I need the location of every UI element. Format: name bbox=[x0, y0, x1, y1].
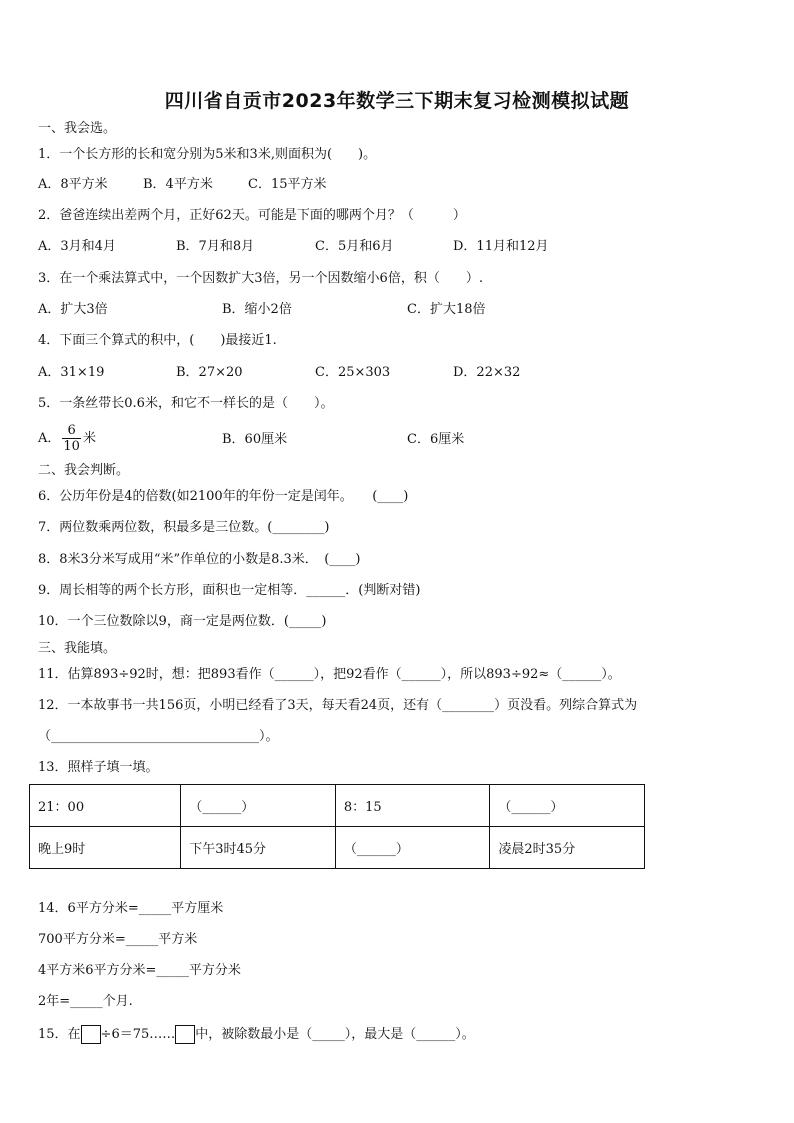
q2-option-a: A．3月和4月 bbox=[38, 239, 116, 254]
question-12: 12．一本故事书一共156页，小明已经看了3天，每天看24页，还有（________）页没看。列综合算式为 bbox=[38, 698, 638, 713]
q1-option-b: B．4平方米 bbox=[143, 177, 213, 192]
q2-option-b: B．7月和8月 bbox=[176, 239, 255, 254]
q4-option-a: A．31×19 bbox=[38, 365, 105, 380]
q5-option-b: B．60厘米 bbox=[222, 432, 288, 447]
question-9: 9．周长相等的两个长方形，面积也一定相等．______．(判断对错) bbox=[38, 583, 421, 598]
question-13: 13．照样子填一填。 bbox=[38, 760, 159, 775]
table-row bbox=[30, 785, 645, 827]
question-8: 8．8米3分米写成用“米”作单位的小数是8.3米． (____) bbox=[38, 552, 361, 567]
table-cell: （______） bbox=[335, 827, 490, 869]
q3-option-c: C．扩大18倍 bbox=[407, 302, 486, 317]
question-3: 3．在一个乘法算式中，一个因数扩大3倍，另一个因数缩小6倍，积（ ）. bbox=[38, 271, 483, 286]
table-cell: 凌晨2时35分 bbox=[490, 827, 645, 869]
section-heading-judge: 二、我会判断。 bbox=[38, 463, 130, 478]
q5-option-c: C．6厘米 bbox=[407, 432, 465, 447]
question-5: 5．一条丝带长0.6米，和它不一样长的是（ ）。 bbox=[38, 396, 334, 411]
q15-suffix: 中，被除数最小是（_____），最大是（______）。 bbox=[195, 1027, 475, 1042]
fraction-denominator: 10 bbox=[63, 439, 80, 454]
question-2: 2．爸爸连续出差两个月，正好62天。可能是下面的哪两个月？（ ） bbox=[38, 208, 466, 223]
q3-option-a: A．扩大3倍 bbox=[38, 302, 108, 317]
q2-option-d: D．11月和12月 bbox=[453, 239, 549, 254]
table-cell: 晚上9时 bbox=[30, 827, 181, 869]
section-heading-fill: 三、我能填。 bbox=[38, 641, 117, 656]
q2-option-c: C．5月和6月 bbox=[315, 239, 394, 254]
page-title: 四川省自贡市2023年数学三下期末复习检测模拟试题 bbox=[164, 90, 630, 112]
question-14-line-2: 700平方分米=_____平方米 bbox=[38, 932, 198, 947]
question-12-continuation: （________________________________）。 bbox=[38, 729, 279, 744]
fraction-numerator: 6 bbox=[62, 423, 81, 439]
question-15 bbox=[38, 1025, 475, 1044]
q1-option-a: A．8平方米 bbox=[38, 177, 108, 192]
q5-option-a bbox=[38, 421, 96, 457]
question-14-line-4: 2年=_____个月. bbox=[38, 994, 133, 1009]
q4-option-b: B．27×20 bbox=[176, 365, 243, 380]
table-cell: 下午3时45分 bbox=[181, 827, 336, 869]
question-10: 10．一个三位数除以9，商一定是两位数．(_____) bbox=[38, 614, 327, 629]
question-14: 14．6平方分米=_____平方厘米 bbox=[38, 901, 224, 916]
q4-option-c: C．25×303 bbox=[315, 365, 391, 380]
table-cell: （______） bbox=[181, 785, 336, 827]
question-14-line-3: 4平方米6平方分米=_____平方分米 bbox=[38, 963, 241, 978]
q5-option-a-label: A． bbox=[38, 431, 61, 446]
section-heading-choice: 一、我会选。 bbox=[38, 121, 117, 136]
fraction bbox=[62, 423, 81, 454]
q5-option-a-unit: 米 bbox=[82, 431, 96, 446]
question-6: 6．公历年份是4的倍数(如2100年的年份一定是闰年。 (____) bbox=[38, 489, 409, 504]
table-row bbox=[30, 827, 645, 869]
table-cell: 21：00 bbox=[30, 785, 181, 827]
question-1: 1．一个长方形的长和宽分别为5米和3米,则面积为( )。 bbox=[38, 147, 377, 162]
table-cell: 8：15 bbox=[335, 785, 490, 827]
question-7: 7．两位数乘两位数，积最多是三位数。(________) bbox=[38, 520, 330, 535]
question-11: 11．估算893÷92时，想：把893看作（______），把92看作（______），所以893÷92≈（______）。 bbox=[38, 667, 621, 682]
question-4: 4．下面三个算式的积中，( )最接近1. bbox=[38, 333, 277, 348]
q1-option-c: C．15平方米 bbox=[248, 177, 327, 192]
q15-middle: ÷6＝75…… bbox=[100, 1027, 176, 1042]
time-conversion-table bbox=[29, 784, 645, 869]
q4-option-d: D．22×32 bbox=[453, 365, 521, 380]
q3-option-b: B．缩小2倍 bbox=[222, 302, 292, 317]
answer-box bbox=[81, 1025, 101, 1044]
answer-box bbox=[175, 1025, 195, 1044]
q15-prefix: 15．在 bbox=[38, 1027, 81, 1042]
table-cell: （______） bbox=[490, 785, 645, 827]
